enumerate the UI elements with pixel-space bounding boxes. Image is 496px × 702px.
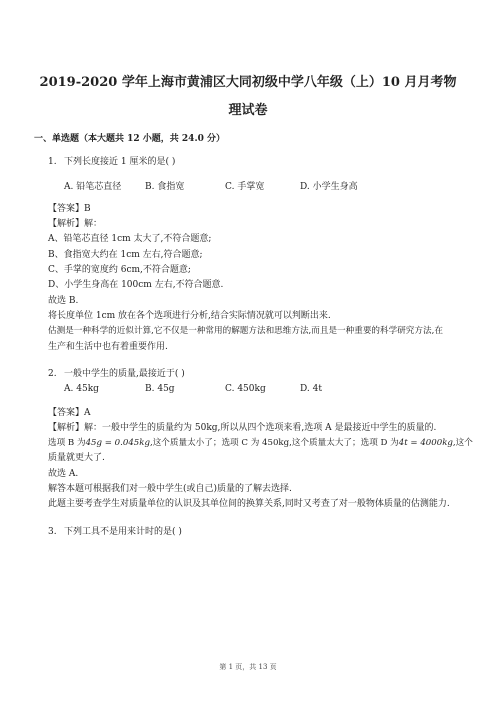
- option-text: 4t: [312, 384, 322, 394]
- q1-analysis-line: D、小学生身高在 100cm 左右,不符合题意.: [48, 280, 224, 290]
- q1-analysis-line: 生产和生活中也有着重要作用.: [48, 342, 168, 352]
- q1-analysis-line: 估测是一种科学的近似计算,它不仅是一种常用的解题方法和思维方法,而且是一种重要的科学研究方法,在: [48, 326, 443, 336]
- q1-option-d: [300, 181, 358, 193]
- q2-analysis-line: 此题主要考查学生对质量单位的认识及其单位间的换算关系,同时又考查了对一般物体质量的估测能力.: [48, 499, 450, 509]
- option-letter: D.: [300, 384, 310, 394]
- section-heading: 一、单选题（本大题共 12 小题，共 24.0 分）: [34, 134, 225, 144]
- option-letter: D.: [300, 182, 310, 192]
- option-letter: A.: [64, 384, 74, 394]
- q2-stem: 一般中学生的质量,最接近于( ): [64, 369, 185, 379]
- q1-option-a: [64, 181, 121, 193]
- option-letter: A.: [64, 182, 74, 192]
- option-letter: B.: [145, 384, 155, 394]
- analysis-text: 选项 B 为: [48, 438, 86, 448]
- option-text: 食指宽: [157, 182, 185, 192]
- option-text: 45kg: [76, 384, 99, 394]
- q2-analysis-line: 【解析】解：一般中学生的质量约为 50kg,所以从四个选项来看,选项 A 是最接近中学生的质量的.: [48, 423, 437, 433]
- option-text: 450kg: [237, 384, 266, 394]
- q1-analysis-line: A、铅笔芯直径 1cm 太大了,不符合题意;: [48, 234, 212, 244]
- q2-number: 2.: [48, 369, 57, 379]
- page-footer: 第 1 页，共 13 页: [219, 663, 277, 671]
- q1-analysis-line: 故选 B.: [48, 296, 79, 306]
- q2-answer: 【答案】A: [48, 408, 91, 418]
- q2-option-a: [64, 383, 99, 395]
- analysis-text: ,这个: [452, 438, 473, 448]
- q2-analysis-line: 故选 A.: [48, 469, 79, 479]
- option-text: 铅笔芯直径: [76, 182, 122, 192]
- q1-number: 1.: [48, 157, 57, 167]
- formula: 4t = 4000kg: [398, 438, 453, 448]
- option-letter: C.: [225, 384, 235, 394]
- option-text: 手掌宽: [237, 182, 265, 192]
- q1-analysis-line: B、食指宽大约在 1cm 左右,符合题意;: [48, 250, 203, 260]
- q2-analysis-line: 解答本题可根据我们对一般中学生(或自己)质量的了解去选择.: [48, 484, 292, 494]
- q1-analysis-line: 【解析】解：: [48, 219, 103, 229]
- exam-title-line1: 2019-2020 学年上海市黄浦区大同初级中学八年级（上）10 月月考物: [39, 75, 457, 90]
- q1-stem: 下列长度接近 1 厘米的是( ): [64, 157, 176, 167]
- q1-analysis-line: C、手掌的宽度约 6cm,不符合题意;: [48, 265, 191, 275]
- q3-stem: 下列工具不是用来计时的是( ): [64, 527, 182, 537]
- q1-option-c: [225, 181, 264, 193]
- option-letter: B.: [145, 182, 155, 192]
- q2-option-b: [145, 383, 175, 395]
- q2-option-d: [300, 383, 322, 395]
- option-text: 小学生身高: [312, 182, 358, 192]
- option-text: 45g: [157, 384, 175, 394]
- q3-number: 3.: [48, 527, 57, 537]
- analysis-text: ,这个质量太小了；选项 C 为 450kg,这个质量太大了；选项 D 为: [149, 438, 399, 448]
- exam-title-line2: 理试卷: [228, 103, 268, 118]
- option-letter: C.: [225, 182, 235, 192]
- q1-answer: 【答案】B: [48, 204, 91, 214]
- q1-analysis-line: 将长度单位 1cm 放在各个选项进行分析,结合实际情况就可以判断出来.: [48, 311, 331, 321]
- q1-option-b: [145, 181, 184, 193]
- q2-option-c: [225, 383, 266, 395]
- formula: 45g = 0.045kg: [85, 438, 150, 448]
- q2-analysis-line: 质量就更大了.: [48, 453, 105, 463]
- q2-analysis-line: [48, 437, 473, 449]
